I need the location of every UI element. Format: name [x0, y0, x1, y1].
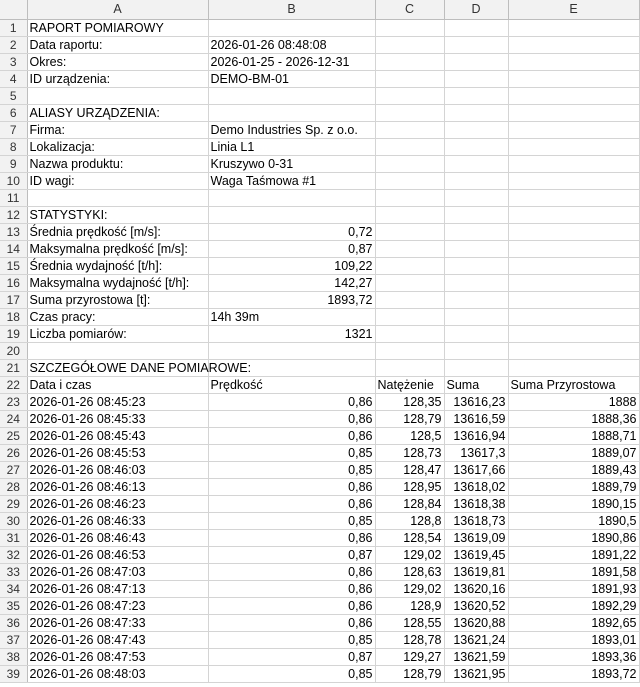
cell-c[interactable]: 128,35	[375, 393, 444, 410]
cell-d[interactable]	[444, 342, 508, 359]
table-row	[0, 257, 639, 274]
cell-e[interactable]	[508, 155, 639, 172]
cell-e[interactable]: 1892,29	[508, 597, 639, 614]
cell-d[interactable]	[444, 104, 508, 121]
cell-d[interactable]	[444, 274, 508, 291]
cell-c[interactable]: 128,78	[375, 631, 444, 648]
column-header-d[interactable]: D	[444, 0, 508, 19]
cell-e[interactable]: 1888	[508, 393, 639, 410]
cell-e[interactable]: 1888,71	[508, 427, 639, 444]
table-row	[0, 461, 639, 478]
cell-a[interactable]: Maksymalna prędkość [m/s]:	[27, 240, 208, 257]
row-header[interactable]: 21	[0, 359, 27, 376]
row-header[interactable]: 3	[0, 53, 27, 70]
cell-c[interactable]	[375, 172, 444, 189]
cell-b[interactable]: 0,87	[208, 546, 375, 563]
cell-e[interactable]	[508, 70, 639, 87]
column-header-row	[0, 0, 639, 19]
cell-a[interactable]: 2026-01-26 08:45:33	[27, 410, 208, 427]
cell-d[interactable]	[444, 70, 508, 87]
table-row	[0, 104, 639, 121]
cell-c[interactable]	[375, 189, 444, 206]
cell-a[interactable]: SZCZEGÓŁOWE DANE POMIAROWE:	[27, 359, 208, 376]
cell-a[interactable]: 2026-01-26 08:47:53	[27, 648, 208, 665]
column-header-c[interactable]: C	[375, 0, 444, 19]
cell-a[interactable]: ID urządzenia:	[27, 70, 208, 87]
cell-a[interactable]: 2026-01-26 08:46:23	[27, 495, 208, 512]
select-all-corner[interactable]	[0, 0, 27, 19]
cell-d[interactable]: 13617,66	[444, 461, 508, 478]
cell-b[interactable]: Prędkość	[208, 376, 375, 393]
row-header[interactable]: 25	[0, 427, 27, 444]
cell-c[interactable]: 128,8	[375, 512, 444, 529]
cell-a[interactable]: Data i czas	[27, 376, 208, 393]
table-row	[0, 274, 639, 291]
cell-d[interactable]: 13617,3	[444, 444, 508, 461]
row-header[interactable]: 22	[0, 376, 27, 393]
cell-c[interactable]	[375, 291, 444, 308]
row-header[interactable]: 36	[0, 614, 27, 631]
cell-d[interactable]: 13621,59	[444, 648, 508, 665]
cell-b[interactable]: 0,87	[208, 648, 375, 665]
cell-e[interactable]	[508, 172, 639, 189]
cell-e[interactable]	[508, 308, 639, 325]
row-header[interactable]: 18	[0, 308, 27, 325]
row-header[interactable]: 26	[0, 444, 27, 461]
cell-b[interactable]: 0,85	[208, 444, 375, 461]
cell-c[interactable]	[375, 87, 444, 104]
grid-body	[0, 19, 639, 682]
cell-b[interactable]: Kruszywo 0-31	[208, 155, 375, 172]
cell-a[interactable]: Czas pracy:	[27, 308, 208, 325]
cell-d[interactable]	[444, 240, 508, 257]
cell-e[interactable]: 1890,5	[508, 512, 639, 529]
cell-b[interactable]: 0,86	[208, 614, 375, 631]
row-header[interactable]: 20	[0, 342, 27, 359]
cell-d[interactable]	[444, 189, 508, 206]
cell-a[interactable]: Średnia prędkość [m/s]:	[27, 223, 208, 240]
cell-b[interactable]: 0,85	[208, 665, 375, 682]
table-row	[0, 580, 639, 597]
column-header-a[interactable]: A	[27, 0, 208, 19]
cell-b[interactable]	[208, 19, 375, 36]
row-header[interactable]: 8	[0, 138, 27, 155]
row-header[interactable]: 30	[0, 512, 27, 529]
cell-e[interactable]	[508, 291, 639, 308]
cell-c[interactable]: 128,73	[375, 444, 444, 461]
cell-a[interactable]: 2026-01-26 08:46:53	[27, 546, 208, 563]
table-row	[0, 648, 639, 665]
cell-d[interactable]: 13619,45	[444, 546, 508, 563]
row-header[interactable]: 12	[0, 206, 27, 223]
cell-d[interactable]	[444, 172, 508, 189]
table-row	[0, 223, 639, 240]
cell-a[interactable]: 2026-01-26 08:45:53	[27, 444, 208, 461]
cell-a[interactable]: 2026-01-26 08:47:33	[27, 614, 208, 631]
cell-a[interactable]: 2026-01-26 08:46:13	[27, 478, 208, 495]
table-row	[0, 614, 639, 631]
cell-b[interactable]: 14h 39m	[208, 308, 375, 325]
cell-b[interactable]: 0,86	[208, 580, 375, 597]
cell-a[interactable]	[27, 189, 208, 206]
cell-c[interactable]	[375, 155, 444, 172]
table-row	[0, 393, 639, 410]
cell-b[interactable]	[208, 104, 375, 121]
cell-b[interactable]: 0,86	[208, 410, 375, 427]
cell-d[interactable]	[444, 291, 508, 308]
cell-b[interactable]: 109,22	[208, 257, 375, 274]
cell-e[interactable]	[508, 342, 639, 359]
row-header[interactable]: 32	[0, 546, 27, 563]
cell-b[interactable]: 1893,72	[208, 291, 375, 308]
cell-e[interactable]	[508, 274, 639, 291]
cell-c[interactable]: 128,95	[375, 478, 444, 495]
table-row	[0, 240, 639, 257]
table-row	[0, 87, 639, 104]
cell-d[interactable]	[444, 359, 508, 376]
cell-b[interactable]: 0,86	[208, 597, 375, 614]
row-header[interactable]: 17	[0, 291, 27, 308]
cell-d[interactable]: 13621,24	[444, 631, 508, 648]
cell-b[interactable]: 1321	[208, 325, 375, 342]
cell-c[interactable]	[375, 53, 444, 70]
cell-a[interactable]: 2026-01-26 08:48:03	[27, 665, 208, 682]
cell-b[interactable]: 0,72	[208, 223, 375, 240]
cell-d[interactable]: 13620,88	[444, 614, 508, 631]
row-header[interactable]: 31	[0, 529, 27, 546]
table-row	[0, 19, 639, 36]
table-row	[0, 478, 639, 495]
cell-d[interactable]	[444, 121, 508, 138]
cell-a[interactable]: Okres:	[27, 53, 208, 70]
cell-b[interactable]	[208, 206, 375, 223]
cell-c[interactable]: 129,27	[375, 648, 444, 665]
cell-e[interactable]: 1890,86	[508, 529, 639, 546]
row-header[interactable]: 19	[0, 325, 27, 342]
table-row	[0, 546, 639, 563]
row-header[interactable]: 33	[0, 563, 27, 580]
cell-a[interactable]: RAPORT POMIAROWY	[27, 19, 208, 36]
cell-e[interactable]	[508, 325, 639, 342]
table-row	[0, 631, 639, 648]
cell-c[interactable]: 128,79	[375, 665, 444, 682]
cell-a[interactable]: Suma przyrostowa [t]:	[27, 291, 208, 308]
cell-d[interactable]: 13619,81	[444, 563, 508, 580]
cell-d[interactable]: 13616,23	[444, 393, 508, 410]
cell-b[interactable]: 0,86	[208, 393, 375, 410]
row-header[interactable]: 13	[0, 223, 27, 240]
cell-a[interactable]: 2026-01-26 08:47:13	[27, 580, 208, 597]
cell-a[interactable]: Nazwa produktu:	[27, 155, 208, 172]
cell-e[interactable]: 1888,36	[508, 410, 639, 427]
cell-a[interactable]: STATYSTYKI:	[27, 206, 208, 223]
cell-b[interactable]	[208, 189, 375, 206]
table-row	[0, 444, 639, 461]
table-row	[0, 427, 639, 444]
table-row	[0, 36, 639, 53]
cell-d[interactable]	[444, 206, 508, 223]
cell-e[interactable]: 1889,79	[508, 478, 639, 495]
cell-a[interactable]: Firma:	[27, 121, 208, 138]
table-row	[0, 563, 639, 580]
cell-c[interactable]	[375, 104, 444, 121]
cell-e[interactable]	[508, 223, 639, 240]
cell-d[interactable]	[444, 308, 508, 325]
cell-b[interactable]	[208, 87, 375, 104]
cell-d[interactable]: 13619,09	[444, 529, 508, 546]
cell-c[interactable]	[375, 223, 444, 240]
table-row	[0, 70, 639, 87]
cell-d[interactable]	[444, 325, 508, 342]
cell-b[interactable]: 0,85	[208, 461, 375, 478]
cell-e[interactable]: 1889,43	[508, 461, 639, 478]
cell-e[interactable]: 1889,07	[508, 444, 639, 461]
cell-e[interactable]	[508, 36, 639, 53]
cell-c[interactable]: 128,79	[375, 410, 444, 427]
row-header[interactable]: 28	[0, 478, 27, 495]
table-row	[0, 53, 639, 70]
cell-d[interactable]	[444, 87, 508, 104]
cell-d[interactable]: 13618,38	[444, 495, 508, 512]
cell-e[interactable]	[508, 53, 639, 70]
cell-b[interactable]: Waga Taśmowa #1	[208, 172, 375, 189]
cell-d[interactable]: 13616,59	[444, 410, 508, 427]
table-row	[0, 495, 639, 512]
cell-d[interactable]	[444, 223, 508, 240]
table-row	[0, 597, 639, 614]
table-row	[0, 512, 639, 529]
cell-a[interactable]: 2026-01-26 08:47:23	[27, 597, 208, 614]
cell-e[interactable]: 1893,72	[508, 665, 639, 682]
cell-d[interactable]	[444, 257, 508, 274]
cell-c[interactable]: 129,02	[375, 580, 444, 597]
row-header[interactable]: 37	[0, 631, 27, 648]
cell-c[interactable]	[375, 359, 444, 376]
table-row	[0, 308, 639, 325]
cell-e[interactable]: 1891,58	[508, 563, 639, 580]
cell-c[interactable]	[375, 121, 444, 138]
row-header[interactable]: 4	[0, 70, 27, 87]
cell-a[interactable]: 2026-01-26 08:45:23	[27, 393, 208, 410]
row-header[interactable]: 11	[0, 189, 27, 206]
cell-d[interactable]: 13618,02	[444, 478, 508, 495]
cell-c[interactable]	[375, 206, 444, 223]
cell-a[interactable]: Liczba pomiarów:	[27, 325, 208, 342]
cell-c[interactable]	[375, 325, 444, 342]
cell-d[interactable]: Suma	[444, 376, 508, 393]
cell-a[interactable]: 2026-01-26 08:46:03	[27, 461, 208, 478]
row-header[interactable]: 16	[0, 274, 27, 291]
row-header[interactable]: 38	[0, 648, 27, 665]
cell-e[interactable]: 1890,15	[508, 495, 639, 512]
cell-b[interactable]: 0,86	[208, 478, 375, 495]
cell-b[interactable]: Demo Industries Sp. z o.o.	[208, 121, 375, 138]
cell-b[interactable]: 0,85	[208, 631, 375, 648]
row-header[interactable]: 15	[0, 257, 27, 274]
row-header[interactable]: 14	[0, 240, 27, 257]
cell-a[interactable]	[27, 87, 208, 104]
cell-c[interactable]	[375, 36, 444, 53]
cell-a[interactable]: Data raportu:	[27, 36, 208, 53]
cell-e[interactable]: 1893,36	[508, 648, 639, 665]
cell-d[interactable]	[444, 36, 508, 53]
row-header[interactable]: 2	[0, 36, 27, 53]
cell-a[interactable]: Średnia wydajność [t/h]:	[27, 257, 208, 274]
cell-e[interactable]: 1891,22	[508, 546, 639, 563]
cell-e[interactable]	[508, 87, 639, 104]
table-row	[0, 342, 639, 359]
table-row	[0, 206, 639, 223]
cell-c[interactable]: 128,47	[375, 461, 444, 478]
cell-a[interactable]: 2026-01-26 08:46:33	[27, 512, 208, 529]
cell-e[interactable]	[508, 104, 639, 121]
cell-a[interactable]: 2026-01-26 08:46:43	[27, 529, 208, 546]
cell-d[interactable]	[444, 53, 508, 70]
cell-c[interactable]	[375, 257, 444, 274]
row-header[interactable]: 29	[0, 495, 27, 512]
cell-d[interactable]: 13616,94	[444, 427, 508, 444]
cell-c[interactable]	[375, 308, 444, 325]
cell-b[interactable]: 0,85	[208, 512, 375, 529]
cell-e[interactable]	[508, 19, 639, 36]
row-header[interactable]: 35	[0, 597, 27, 614]
cell-c[interactable]	[375, 19, 444, 36]
table-row	[0, 325, 639, 342]
cell-b[interactable]: 2026-01-25 - 2026-12-31	[208, 53, 375, 70]
cell-c[interactable]: 128,9	[375, 597, 444, 614]
cell-b[interactable]: 0,86	[208, 427, 375, 444]
cell-a[interactable]: Maksymalna wydajność [t/h]:	[27, 274, 208, 291]
cell-a[interactable]: ALIASY URZĄDZENIA:	[27, 104, 208, 121]
cell-b[interactable]: DEMO-BM-01	[208, 70, 375, 87]
cell-e[interactable]	[508, 121, 639, 138]
cell-a[interactable]: ID wagi:	[27, 172, 208, 189]
cell-b[interactable]	[208, 342, 375, 359]
cell-d[interactable]: 13620,52	[444, 597, 508, 614]
cell-c[interactable]	[375, 240, 444, 257]
cell-b[interactable]: 0,86	[208, 529, 375, 546]
table-row	[0, 189, 639, 206]
table-row	[0, 410, 639, 427]
row-header[interactable]: 10	[0, 172, 27, 189]
cell-e[interactable]	[508, 138, 639, 155]
table-row	[0, 291, 639, 308]
cell-b[interactable]: 0,86	[208, 563, 375, 580]
cell-e[interactable]	[508, 189, 639, 206]
row-header[interactable]: 5	[0, 87, 27, 104]
cell-e[interactable]	[508, 206, 639, 223]
cell-c[interactable]: 128,54	[375, 529, 444, 546]
cell-c[interactable]	[375, 342, 444, 359]
cell-b[interactable]: 0,86	[208, 495, 375, 512]
table-row	[0, 665, 639, 682]
cell-a[interactable]: 2026-01-26 08:45:43	[27, 427, 208, 444]
cell-d[interactable]	[444, 138, 508, 155]
cell-a[interactable]: 2026-01-26 08:47:03	[27, 563, 208, 580]
cell-e[interactable]: Suma Przyrostowa	[508, 376, 639, 393]
table-row	[0, 138, 639, 155]
cell-e[interactable]: 1893,01	[508, 631, 639, 648]
cell-b[interactable]: 2026-01-26 08:48:08	[208, 36, 375, 53]
table-row	[0, 121, 639, 138]
column-header-b[interactable]: B	[208, 0, 375, 19]
cell-e[interactable]: 1892,65	[508, 614, 639, 631]
cell-d[interactable]: 13618,73	[444, 512, 508, 529]
cell-d[interactable]	[444, 155, 508, 172]
table-row	[0, 155, 639, 172]
column-header-e[interactable]: E	[508, 0, 639, 19]
cell-c[interactable]	[375, 70, 444, 87]
row-header[interactable]: 34	[0, 580, 27, 597]
cell-e[interactable]	[508, 359, 639, 376]
cell-e[interactable]	[508, 257, 639, 274]
cell-a[interactable]: Lokalizacja:	[27, 138, 208, 155]
row-header[interactable]: 39	[0, 665, 27, 682]
cell-c[interactable]: 128,55	[375, 614, 444, 631]
row-header[interactable]: 6	[0, 104, 27, 121]
row-header[interactable]: 24	[0, 410, 27, 427]
cell-b[interactable]: 142,27	[208, 274, 375, 291]
table-row	[0, 376, 639, 393]
table-row	[0, 359, 639, 376]
cell-c[interactable]: 128,63	[375, 563, 444, 580]
cell-b[interactable]: 0,87	[208, 240, 375, 257]
row-header[interactable]: 1	[0, 19, 27, 36]
cell-c[interactable]: Natężenie	[375, 376, 444, 393]
row-header[interactable]: 23	[0, 393, 27, 410]
cell-a[interactable]	[27, 342, 208, 359]
cell-e[interactable]: 1891,93	[508, 580, 639, 597]
table-row	[0, 529, 639, 546]
cell-c[interactable]: 129,02	[375, 546, 444, 563]
cell-a[interactable]: 2026-01-26 08:47:43	[27, 631, 208, 648]
table-row	[0, 172, 639, 189]
cell-d[interactable]	[444, 19, 508, 36]
row-header[interactable]: 27	[0, 461, 27, 478]
cell-c[interactable]: 128,5	[375, 427, 444, 444]
cell-e[interactable]	[508, 240, 639, 257]
row-header[interactable]: 7	[0, 121, 27, 138]
cell-c[interactable]	[375, 138, 444, 155]
row-header[interactable]: 9	[0, 155, 27, 172]
cell-d[interactable]: 13620,16	[444, 580, 508, 597]
cell-c[interactable]: 128,84	[375, 495, 444, 512]
cell-b[interactable]: Linia L1	[208, 138, 375, 155]
cell-c[interactable]	[375, 274, 444, 291]
cell-d[interactable]: 13621,95	[444, 665, 508, 682]
